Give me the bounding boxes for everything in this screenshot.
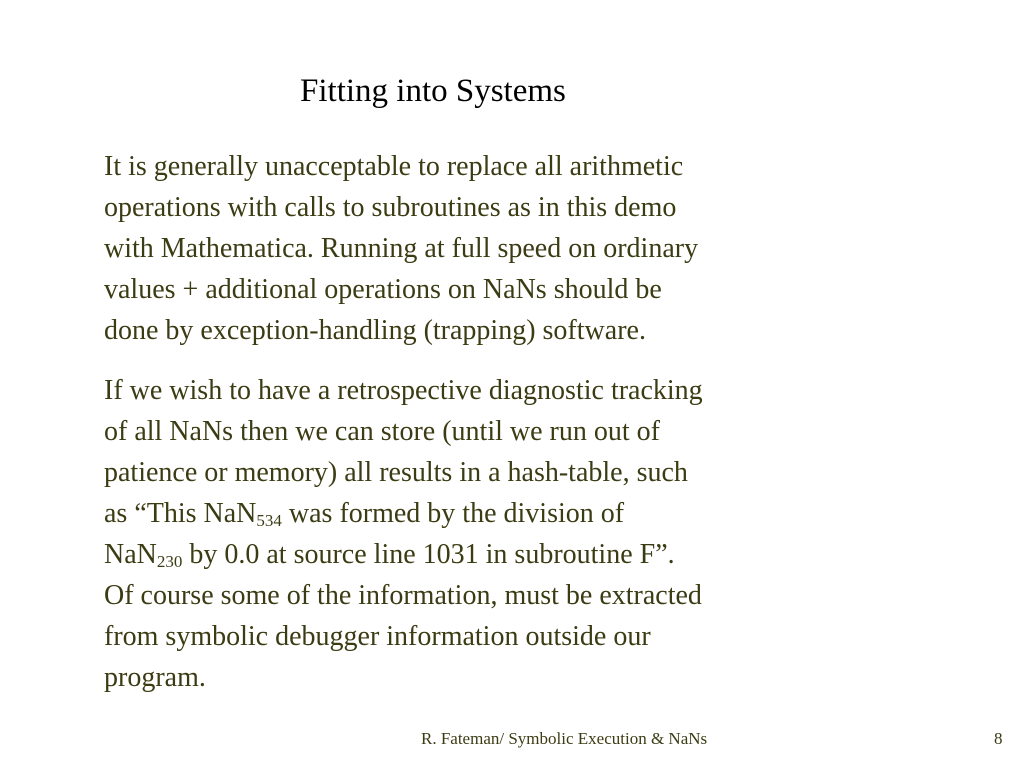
paragraph-line: of all NaNs then we can store (until we run out of	[104, 416, 660, 447]
paragraph-line: It is generally unacceptable to replace all arithmetic	[104, 151, 684, 182]
paragraph-line: operations with calls to subroutines as in this demo	[104, 192, 677, 223]
text-segment: NaN	[104, 539, 157, 570]
text-segment: by 0.0 at source line 1031 in subroutine F”.	[182, 539, 675, 570]
paragraph-line: values + additional operations on NaNs should be	[104, 274, 662, 305]
nan-subscript: 534	[256, 511, 282, 530]
paragraph-nan-tracking	[104, 370, 864, 698]
paragraph-line: done by exception-handling (trapping) software.	[104, 315, 646, 346]
paragraph-line	[104, 534, 864, 575]
slide-title: Fitting into Systems	[300, 73, 566, 109]
page-number: 8	[994, 729, 1003, 748]
paragraph-line: patience or memory) all results in a hash-table, such	[104, 457, 688, 488]
text-segment: was formed by the division of	[281, 498, 625, 529]
paragraph-line: Of course some of the information, must be extracted	[104, 580, 702, 611]
nan-subscript: 230	[156, 552, 183, 571]
paragraph-line: If we wish to have a retrospective diagnostic tracking	[104, 375, 703, 406]
paragraph-exception-handling	[104, 146, 864, 351]
slide-footer: R. Fateman/ Symbolic Execution & NaNs	[421, 729, 708, 748]
text-segment: as “This NaN	[104, 498, 257, 529]
paragraph-line: program.	[104, 662, 206, 693]
paragraph-line	[104, 493, 864, 534]
paragraph-line: with Mathematica. Running at full speed on ordinary	[104, 233, 699, 264]
paragraph-line: from symbolic debugger information outside our	[104, 621, 651, 652]
